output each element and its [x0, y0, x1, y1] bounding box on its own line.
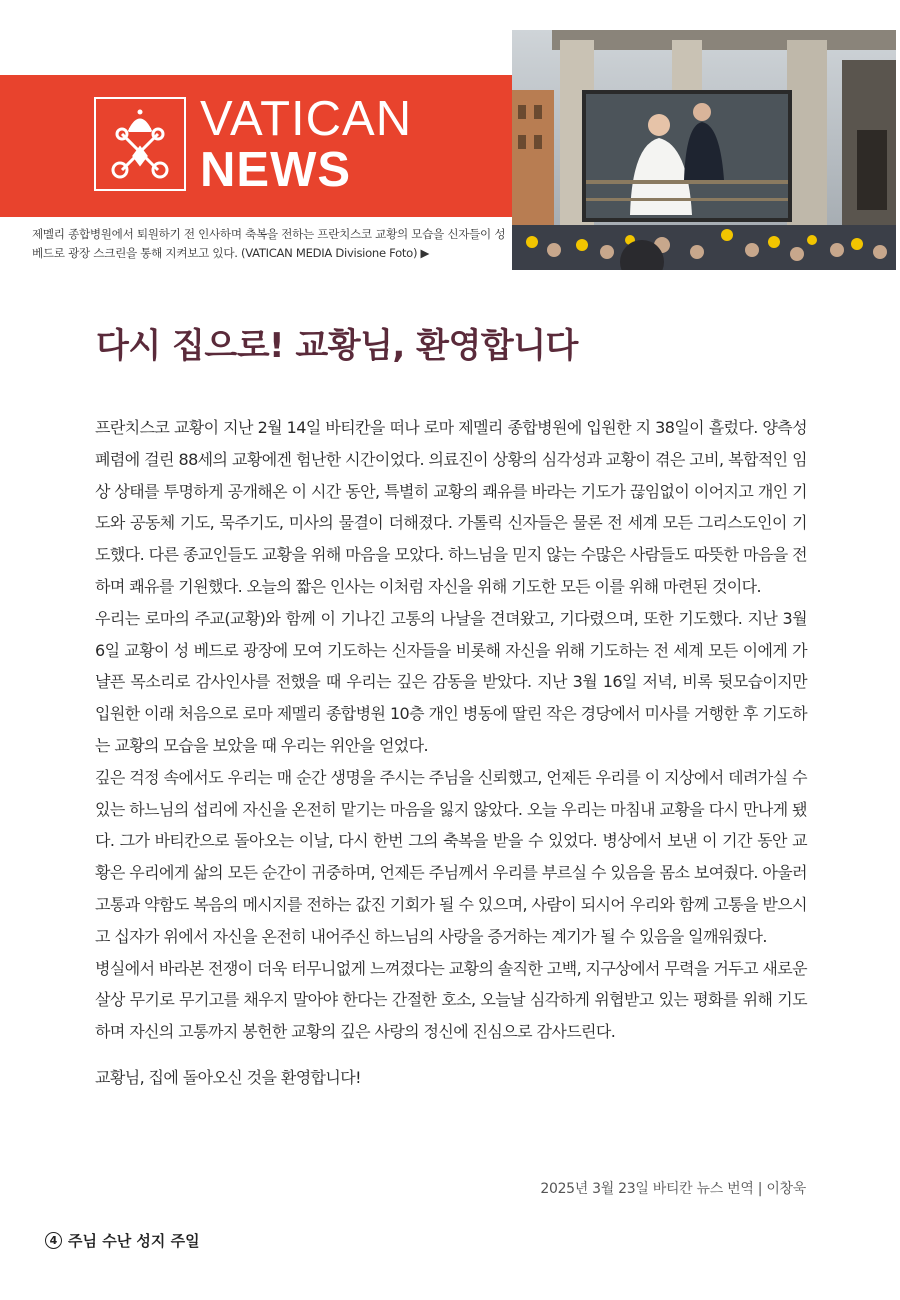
article-paragraph: 우리는 로마의 주교(교황)와 함께 이 기나긴 고통의 나날을 견뎌왔고, 기다렸으며, 또한 기도했다. 지난 3월 6일 교황이 성 베드로 광장에 모여 기도하는 신자들을 비롯해 자신을 위해 기도하는 전 세계 모든 이에게 가냘픈 목소리로 감사인사를 전했을 때 우리는 깊은 감동을 받았다. 지난 3월 16일 저녁, 비록 뒷모습이지만 입원한 이래 처음으로 로마 제멜리 종합병원 10층 개인 병동에 딸린 작은 경당에서 미사를 거행한 후 기도하는 교황의 모습을 보았을 때 우리는 위안을 얻었다. [95, 608, 807, 755]
logo-text [200, 92, 413, 197]
vatican-keys-logo-icon [94, 97, 186, 191]
logo-vatican: VATICAN [200, 92, 413, 146]
page-number: 4 [45, 1232, 62, 1249]
page-footer [45, 1230, 200, 1251]
article-signature: 2025년 3월 23일 바티칸 뉴스 번역 | 이창욱 [540, 1181, 806, 1197]
article-body [95, 412, 807, 1094]
article-closing: 교황님, 집에 돌아오신 것을 환영합니다! [95, 1067, 361, 1087]
article-paragraph: 병실에서 바라본 전쟁이 더욱 터무니없게 느껴졌다는 교황의 솔직한 고백, 지구상에서 무력을 거두고 새로운 살상 무기로 무기고를 채우지 말아야 한다는 간절한 호소, 오늘날 심각하게 위협받고 있는 평화를 위해 기도하며 자신의 고통까지 봉헌한 교황의 깊은 사랑의 정신에 진심으로 감사드린다. [95, 958, 807, 1042]
footer-label: 주님 수난 성지 주일 [68, 1232, 200, 1250]
article-paragraph: 프란치스코 교황이 지난 2월 14일 바티칸을 떠나 로마 제멜리 종합병원에 입원한 지 38일이 흘렀다. 양측성 폐렴에 걸린 88세의 교황에겐 험난한 시간이었다. 의료진이 상황의 심각성과 교황이 겪은 고비, 복합적인 임상 상태를 투명하게 공개해온 이 시간 동안, 특별히 교황의 쾌유를 바라는 기도가 끊임없이 이어지고 개인 기도와 공동체 기도, 묵주기도, 미사의 물결이 더해졌다. 가톨릭 신자들은 물론 전 세계 모든 그리스도인이 기도했다. 다른 종교인들도 교황을 위해 마음을 모았다. 하느님을 믿지 않는 수많은 사람들도 따뜻한 마음을 전하며 쾌유를 기원했다. 오늘의 짧은 인사는 이처럼 자신을 위해 기도한 모든 이를 위해 마련된 것이다. [95, 418, 807, 596]
logo-news: NEWS [200, 143, 351, 197]
vatican-news-banner [0, 75, 512, 217]
article-title: 다시 집으로! 교황님, 환영합니다 [96, 326, 578, 366]
article-paragraph: 깊은 걱정 속에서도 우리는 매 순간 생명을 주시는 주님을 신뢰했고, 언제든 우리를 이 지상에서 데려가실 수 있는 하느님의 섭리에 자신을 온전히 맡기는 마음을 잃지 않았다. 오늘 우리는 마침내 교황을 다시 만나게 됐다. 그가 바티칸으로 돌아오는 이날, 다시 한번 그의 축복을 받을 수 있었다. 병상에서 보낸 이 기간 동안 교황은 우리에게 삶의 모든 순간이 귀중하며, 언제든 주님께서 우리를 부르실 수 있음을 몸소 보여줬다. 아울러 고통과 약함도 복음의 메시지를 전하는 값진 기회가 될 수 있으며, 사람이 되시어 우리와 함께 고통을 받으시고 십자가 위에서 자신을 온전히 내어주신 하느님의 사랑을 증거하는 계기가 될 수 있음을 일깨워줬다. [95, 767, 807, 946]
photo-caption: 제멜리 종합병원에서 퇴원하기 전 인사하며 축복을 전하는 프란치스코 교황의 모습을 신자들이 성 베드로 광장 스크린을 통해 지켜보고 있다. (VATICAN MEDIA Divisione Foto) ▶ [32, 227, 506, 260]
pope-on-screen-photo [512, 30, 896, 270]
